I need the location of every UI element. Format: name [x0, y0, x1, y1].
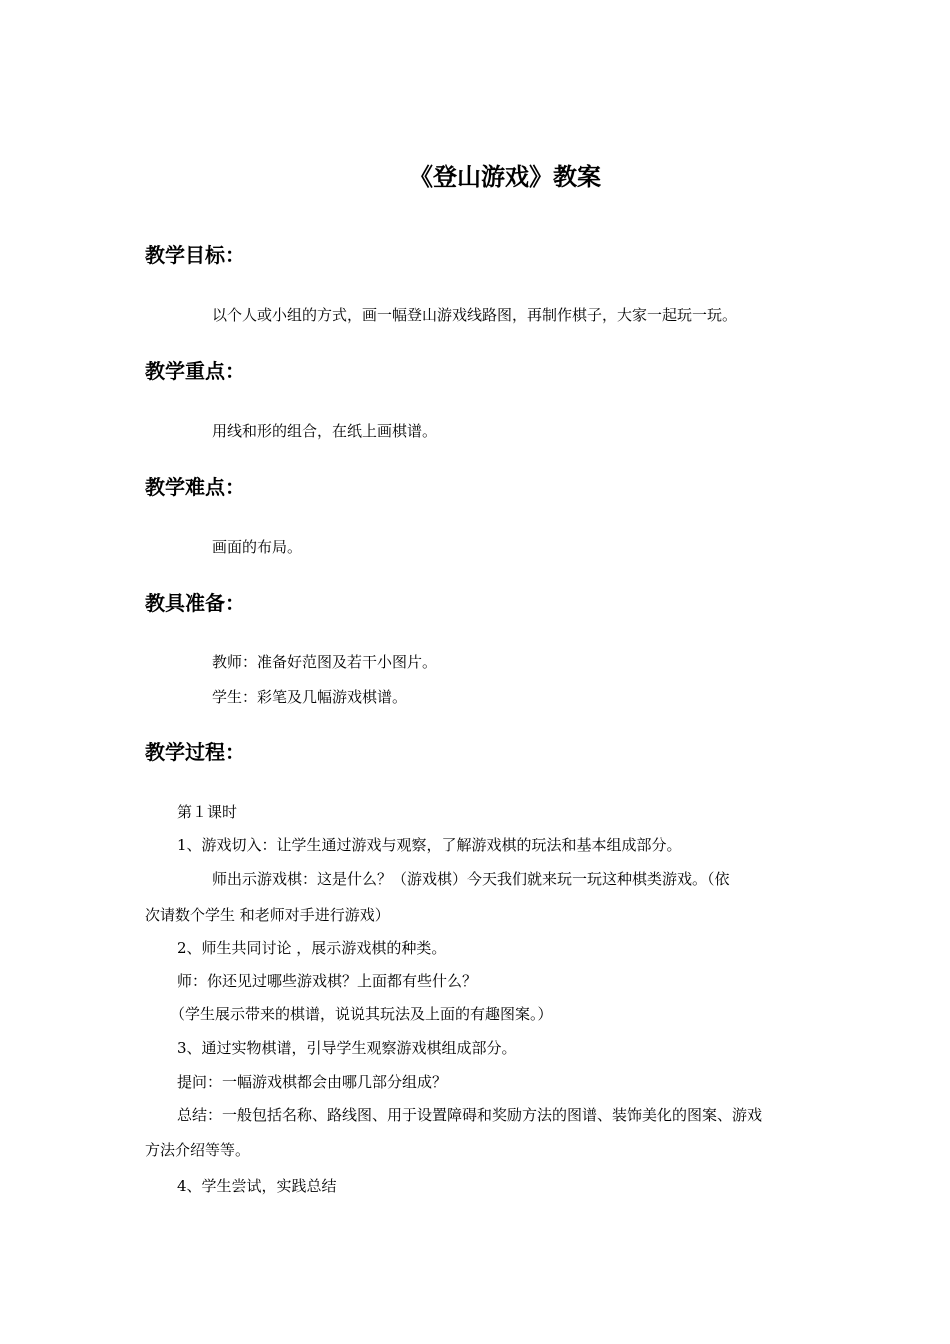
objectives-text: 以个人或小组的方式，画一幅登山游戏线路图，再制作棋子，大家一起玩一玩。 — [212, 306, 738, 324]
heading-process: 教学过程： — [145, 740, 245, 764]
process-step3: 3、通过实物棋谱，引导学生观察游戏棋组成部分。 — [177, 1039, 517, 1057]
preparation-teacher: 教师：准备好范图及若干小图片。 — [212, 653, 438, 671]
heading-key-points: 教学重点： — [145, 359, 245, 383]
process-step4: 4、学生尝试，实践总结 — [177, 1177, 337, 1195]
heading-difficulties: 教学难点： — [145, 475, 245, 499]
process-step1-detail-line2: 次请数个学生 和老师对手进行游戏） — [145, 906, 390, 924]
key-points-text: 用线和形的组合，在纸上画棋谱。 — [212, 422, 438, 440]
process-step2-answer: （学生展示带来的棋谱，说说其玩法及上面的有趣图案。） — [170, 1005, 553, 1023]
process-step1-detail-line1: 师出示游戏棋：这是什么？（游戏棋）今天我们就来玩一玩这种棋类游戏。（依 — [212, 870, 730, 888]
process-step2: 2、师生共同讨论 ，展示游戏棋的种类。 — [177, 939, 447, 957]
process-step3-summary-line1: 总结：一般包括名称、路线图、用于设置障碍和奖励方法的图谱、装饰美化的图案、游戏 — [177, 1106, 763, 1124]
document-title: 《登山游戏》教案 — [409, 162, 601, 191]
difficulties-text: 画面的布局。 — [212, 538, 303, 556]
process-step3-summary-line2: 方法介绍等等。 — [145, 1141, 251, 1159]
process-step3-question: 提问：一幅游戏棋都会由哪几部分组成？ — [177, 1073, 448, 1091]
heading-preparation: 教具准备： — [145, 591, 245, 615]
heading-objectives: 教学目标： — [145, 243, 245, 267]
process-step1: 1、游戏切入：让学生通过游戏与观察，了解游戏棋的玩法和基本组成部分。 — [177, 836, 682, 854]
process-lesson: 第１课时 — [177, 803, 238, 821]
preparation-student: 学生：彩笔及几幅游戏棋谱。 — [212, 688, 408, 706]
process-step2-question: 师：你还见过哪些游戏棋？上面都有些什么？ — [177, 972, 478, 990]
